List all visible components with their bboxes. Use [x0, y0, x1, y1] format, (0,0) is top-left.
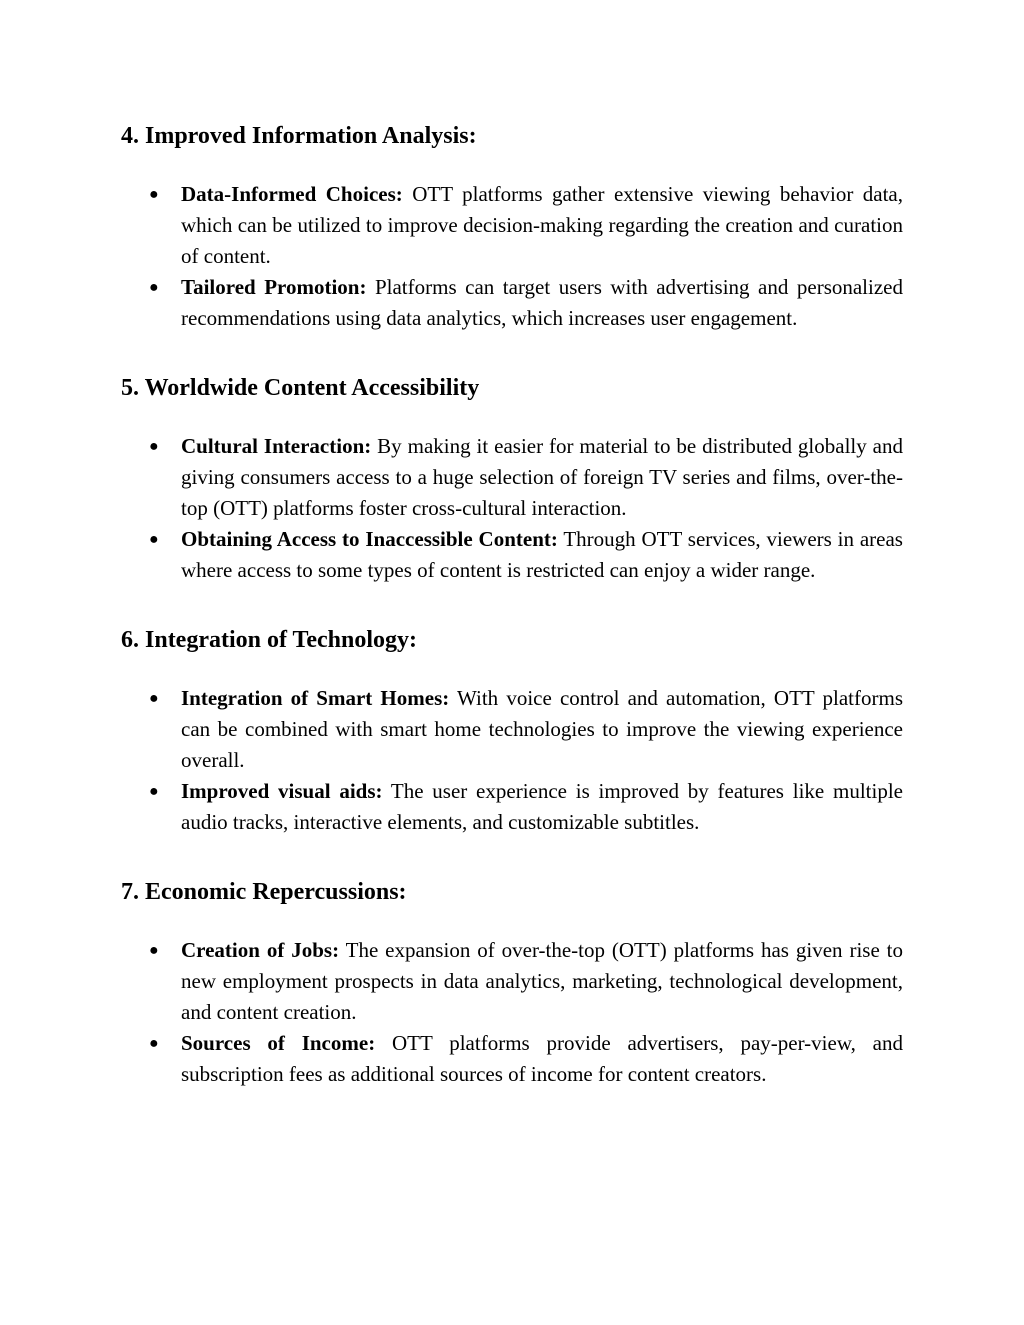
section-heading: 6. Integration of Technology: — [121, 627, 418, 653]
section-economic-repercussions — [121, 872, 903, 1090]
bullet-text: With voice control and automation, OTT platforms can be combined with smart home technologies to improve the viewing experience overall. — [181, 686, 904, 772]
section-integration-of-technology — [121, 620, 903, 838]
bullet-text: Through OTT services, viewers in areas where access to some types of content is restricted can enjoy a wider range. — [181, 527, 903, 582]
section-heading: 5. Worldwide Content Accessibility — [121, 375, 480, 401]
bullet-text: The expansion of over-the-top (OTT) platforms has given rise to new employment prospects in data analytics, marketing, technological development, and content creation. — [181, 938, 904, 1024]
bullet-icon: ● — [149, 186, 159, 203]
list-item — [121, 179, 903, 272]
bullet-text: Platforms can target users with advertising and personalized recommendations using data analytics, which increases user engagement. — [181, 275, 903, 330]
bullet-term: Sources of Income: — [181, 1031, 376, 1055]
bullet-icon: ● — [149, 438, 159, 455]
list-item — [121, 431, 903, 524]
bullet-term: Data-Informed Choices: — [181, 182, 403, 206]
bullet-term: Integration of Smart Homes: — [181, 686, 450, 710]
bullet-term: Tailored Promotion: — [181, 275, 367, 299]
bullet-text: The user experience is improved by features like multiple audio tracks, interactive elements, and customizable subtitles. — [181, 779, 903, 834]
bullet-list — [121, 179, 903, 334]
list-item — [121, 1028, 903, 1090]
bullet-text: OTT platforms gather extensive viewing behavior data, which can be utilized to improve decision-making regarding the creation and curation of content. — [181, 182, 903, 268]
bullet-icon: ● — [149, 942, 159, 959]
section-worldwide-content-accessibility — [121, 368, 903, 586]
section-heading: 7. Economic Repercussions: — [121, 879, 407, 905]
bullet-list — [121, 431, 903, 586]
bullet-icon: ● — [149, 1035, 159, 1052]
bullet-list — [121, 935, 903, 1090]
document-page — [121, 116, 903, 1124]
list-item — [121, 776, 903, 838]
bullet-term: Creation of Jobs: — [181, 938, 340, 962]
bullet-term: Cultural Interaction: — [181, 434, 372, 458]
bullet-term: Obtaining Access to Inaccessible Content: — [181, 527, 558, 551]
section-improved-information-analysis — [121, 116, 903, 334]
bullet-text: By making it easier for material to be distributed globally and giving consumers access to a huge selection of foreign TV series and films, over-the-top (OTT) platforms foster cross-cultural interaction. — [181, 434, 903, 520]
bullet-icon: ● — [149, 279, 159, 296]
bullet-icon: ● — [149, 690, 159, 707]
bullet-list — [121, 683, 903, 838]
section-heading: 4. Improved Information Analysis: — [121, 123, 477, 149]
bullet-icon: ● — [149, 531, 159, 548]
bullet-icon: ● — [149, 783, 159, 800]
list-item — [121, 272, 903, 334]
list-item — [121, 935, 903, 1028]
bullet-text: OTT platforms provide advertisers, pay-per-view, and subscription fees as additional sources of income for content creators. — [181, 1031, 903, 1086]
list-item — [121, 524, 903, 586]
bullet-term: Improved visual aids: — [181, 779, 383, 803]
list-item — [121, 683, 903, 776]
